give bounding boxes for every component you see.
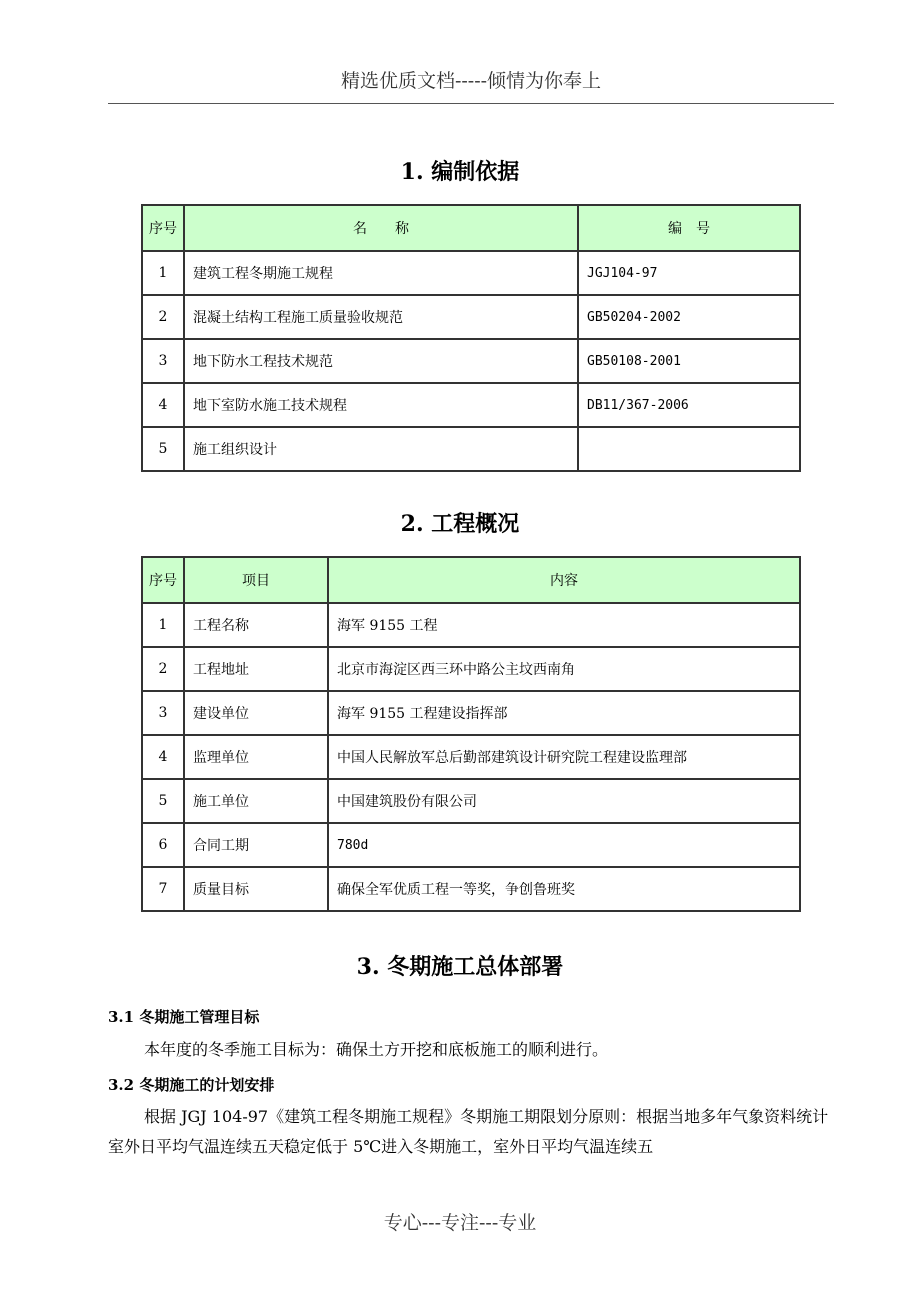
row-code: DB11/367-2006 [578,383,800,427]
table-row [142,295,800,339]
row-name: 施工组织设计 [184,427,578,471]
table-row [142,427,800,471]
table-row [142,779,800,823]
table-row [142,603,800,647]
header-no: 序号 [142,205,184,251]
row-code: GB50108-2001 [578,339,800,383]
table-header-row [142,557,800,603]
row-content: 北京市海淀区西三环中路公主坟西南角 [328,647,800,691]
row-no: 2 [142,647,184,691]
row-no: 7 [142,867,184,911]
page-footer: 专心---专注---专业 [383,1212,537,1234]
table-row [142,383,800,427]
table-row [142,647,800,691]
subsection-3-1-title: 3.1 冬期施工管理目标 [108,1008,260,1026]
row-no: 4 [142,735,184,779]
table-row [142,867,800,911]
row-name: 建筑工程冬期施工规程 [184,251,578,295]
row-no: 3 [142,339,184,383]
row-no: 2 [142,295,184,339]
section-2-title: 2. 工程概况 [400,511,520,537]
row-item: 质量目标 [184,867,328,911]
row-name: 混凝土结构工程施工质量验收规范 [184,295,578,339]
row-no: 3 [142,691,184,735]
row-content: 海军 9155 工程建设指挥部 [328,691,800,735]
row-item: 监理单位 [184,735,328,779]
row-content: 确保全军优质工程一等奖，争创鲁班奖 [328,867,800,911]
header-content: 内容 [328,557,800,603]
row-item: 合同工期 [184,823,328,867]
row-content: 中国建筑股份有限公司 [328,779,800,823]
row-no: 5 [142,427,184,471]
overview-table [141,556,801,912]
subsection-3-1-text: 本年度的冬季施工目标为：确保土方开挖和底板施工的顺利进行。 [144,1040,609,1059]
table-row [142,691,800,735]
row-content: 780d [328,823,800,867]
subsection-3-2-title: 3.2 冬期施工的计划安排 [108,1076,275,1094]
row-content: 中国人民解放军总后勤部建筑设计研究院工程建设监理部 [328,735,800,779]
row-name: 地下防水工程技术规范 [184,339,578,383]
row-content: 海军 9155 工程 [328,603,800,647]
page-header: 精选优质文档-----倾情为你奉上 [108,66,834,104]
row-no: 1 [142,603,184,647]
table-row [142,251,800,295]
row-code [578,427,800,471]
row-item: 工程地址 [184,647,328,691]
table-row [142,823,800,867]
table-header-row [142,205,800,251]
section-3-title: 3. 冬期施工总体部署 [356,954,564,980]
table-row [142,735,800,779]
row-name: 地下室防水施工技术规程 [184,383,578,427]
row-item: 建设单位 [184,691,328,735]
header-name: 名 称 [184,205,578,251]
section-1-title: 1. 编制依据 [400,159,520,185]
header-no: 序号 [142,557,184,603]
row-no: 4 [142,383,184,427]
row-code: JGJ104-97 [578,251,800,295]
subsection-3-2-text: 根据 JGJ 104-97《建筑工程冬期施工规程》冬期施工期限划分原则：根据当地多年气象资料统计室外日平均气温连续五天稳定低于 5℃进入冬期施工，室外日平均气温连续五 [108,1107,829,1156]
header-code: 编 号 [578,205,800,251]
row-no: 6 [142,823,184,867]
header-item: 项目 [184,557,328,603]
table-row [142,339,800,383]
row-code: GB50204-2002 [578,295,800,339]
basis-table [141,204,801,472]
row-no: 1 [142,251,184,295]
row-item: 工程名称 [184,603,328,647]
row-item: 施工单位 [184,779,328,823]
row-no: 5 [142,779,184,823]
